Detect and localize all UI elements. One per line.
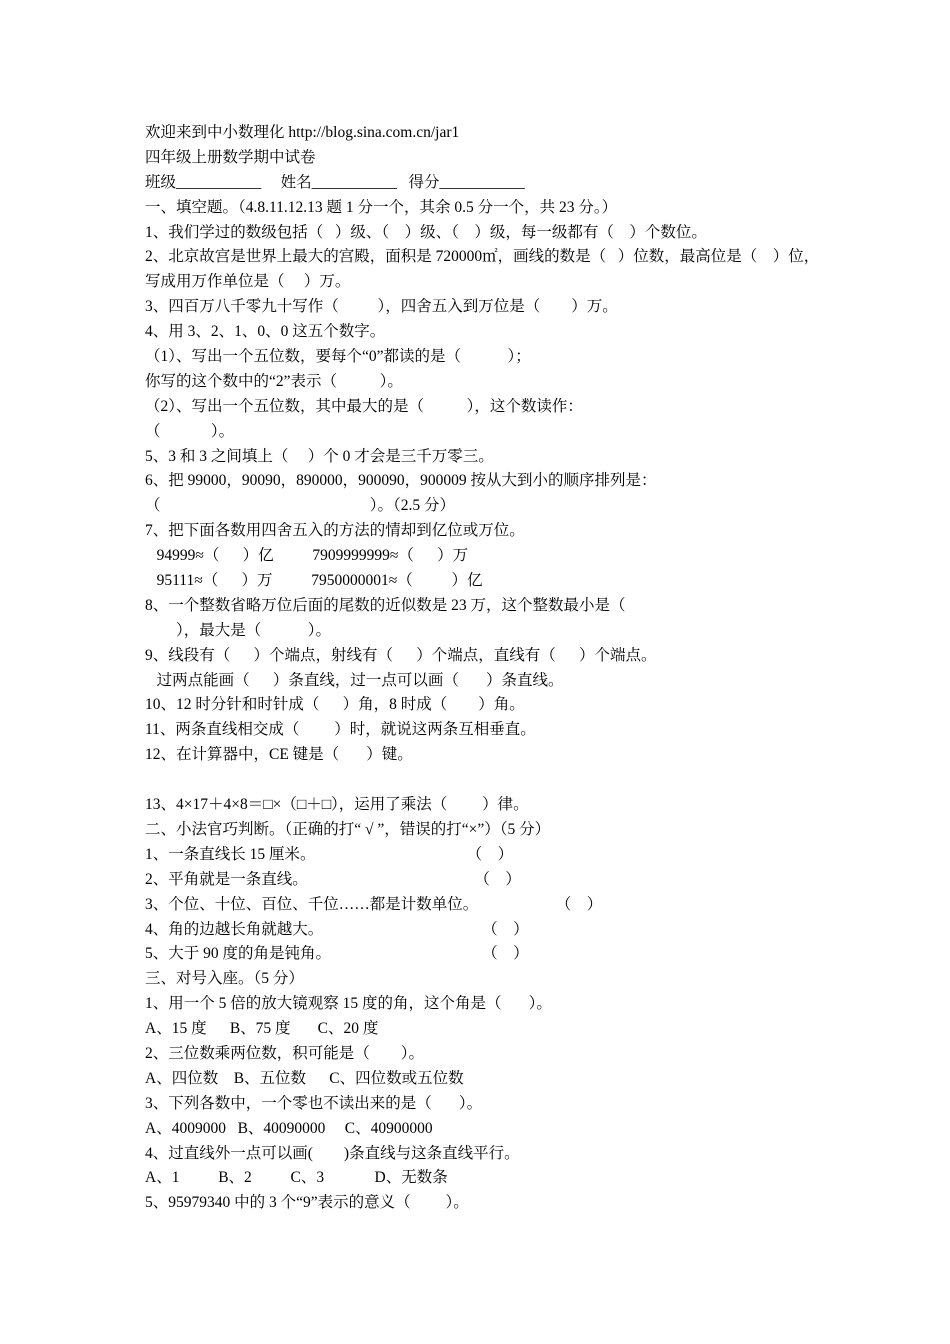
question-line: （ ）。 [145, 422, 235, 440]
question-line: 2、北京故宫是世界上最大的宫殿，面积是 720000㎡，画线的数是（ ）位数，最高位是（ ）位， [145, 248, 820, 266]
question-line: 11、两条直线相交成（ ）时，就说这两条互相垂直。 [145, 721, 536, 739]
question-line: 6、把 99000，90090，890000，900090，900009 按从大到小的顺序排列是： [145, 472, 657, 490]
choice-options: A、15 度 B、75 度 C、20 度 [145, 1020, 379, 1038]
exam-title: 四年级上册数学期中试卷 [145, 148, 316, 166]
judgement-item: 3、个位、十位、百位、千位……都是计数单位。 （ ） [145, 895, 603, 913]
question-line: （1）、写出一个五位数，要每个“0”都读的是（ ）； [145, 348, 531, 366]
question-line: 9、线段有（ ）个端点，射线有（ ）个端点，直线有（ ）个端点。 [145, 646, 657, 664]
question-line: ），最大是（ ）。 [145, 621, 332, 639]
section-2-heading: 二、小法官巧判断。（正确的打“ √ ”，错误的打“×”）（5 分） [145, 820, 551, 838]
judgement-item: 2、平角就是一条直线。 （ ） [145, 870, 521, 888]
section-3-heading: 三、对号入座。（5 分） [145, 970, 304, 988]
question-line: 7、把下面各数用四舍五入的方法的情却到亿位或万位。 [145, 522, 525, 540]
section-1-heading: 一、填空题。（4.8.11.12.13 题 1 分一个，其余 0.5 分一个，共 23 分。） [145, 198, 618, 216]
question-line: （2）、写出一个五位数，其中最大的是（ ），这个数读作： [145, 397, 583, 415]
choice-question: 2、三位数乘两位数，积可能是（ ）。 [145, 1044, 425, 1062]
question-line: 10、12 时分针和时针成（ ）角，8 时成（ ）角。 [145, 696, 525, 714]
question-line: 8、一个整数省略万位后面的尾数的近似数是 23 万，这个整数最小是（ [145, 596, 626, 614]
blank-line [145, 768, 845, 793]
choice-question: 5、95979340 中的 3 个“9”表示的意义（ ）。 [145, 1194, 469, 1212]
exam-page [145, 121, 845, 1216]
choice-question: 4、过直线外一点可以画( )条直线与这条直线平行。 [145, 1144, 520, 1162]
judgement-item: 5、大于 90 度的角是钝角。 （ ） [145, 945, 529, 963]
question-line: 1、我们学过的数级包括（ ）级、（ ）级、（ ）级，每一级都有（ ）个数位。 [145, 223, 707, 241]
choice-options: A、四位数 B、五位数 C、四位数或五位数 [145, 1069, 464, 1087]
question-line: 94999≈（ ）亿 7909999999≈（ ）万 [145, 547, 469, 565]
question-line: 12、在计算器中，CE 键是（ ）键。 [145, 746, 413, 764]
question-line: 你写的这个数中的“2”表示（ ）。 [145, 372, 403, 390]
student-info-line: 班级___________ 姓名___________ 得分___________ [145, 173, 525, 191]
judgement-item: 1、一条直线长 15 厘米。 （ ） [145, 845, 514, 863]
question-line: （ ）。（2.5 分） [145, 497, 456, 515]
choice-options: A、4009000 B、40090000 C、40900000 [145, 1119, 433, 1137]
header-url-line: 欢迎来到中小数理化 http://blog.sina.com.cn/jar1 [145, 124, 460, 141]
question-line: 5、3 和 3 之间填上（ ）个 0 才会是三千万零三。 [145, 447, 494, 465]
question-line: 95111≈（ ）万 7950000001≈（ ）亿 [145, 572, 483, 590]
question-line: 3、四百万八千零九十写作（ ），四舍五入到万位是（ ）万。 [145, 298, 618, 316]
question-line: 4、用 3、2、1、0、0 这五个数字。 [145, 323, 386, 341]
question-line: 过两点能画（ ）条直线，过一点可以画（ ）条直线。 [145, 671, 564, 689]
question-line: 写成用万作单位是（ ）万。 [145, 273, 351, 291]
choice-options: A、1 B、2 C、3 D、无数条 [145, 1169, 448, 1187]
choice-question: 3、下列各数中，一个零也不读出来的是（ ）。 [145, 1094, 483, 1112]
question-line: 13、4×17＋4×8＝□×（□＋□），运用了乘法（ ）律。 [145, 796, 529, 814]
judgement-item: 4、角的边越长角就越大。 （ ） [145, 920, 529, 938]
choice-question: 1、用一个 5 倍的放大镜观察 15 度的角，这个角是（ ）。 [145, 995, 552, 1013]
